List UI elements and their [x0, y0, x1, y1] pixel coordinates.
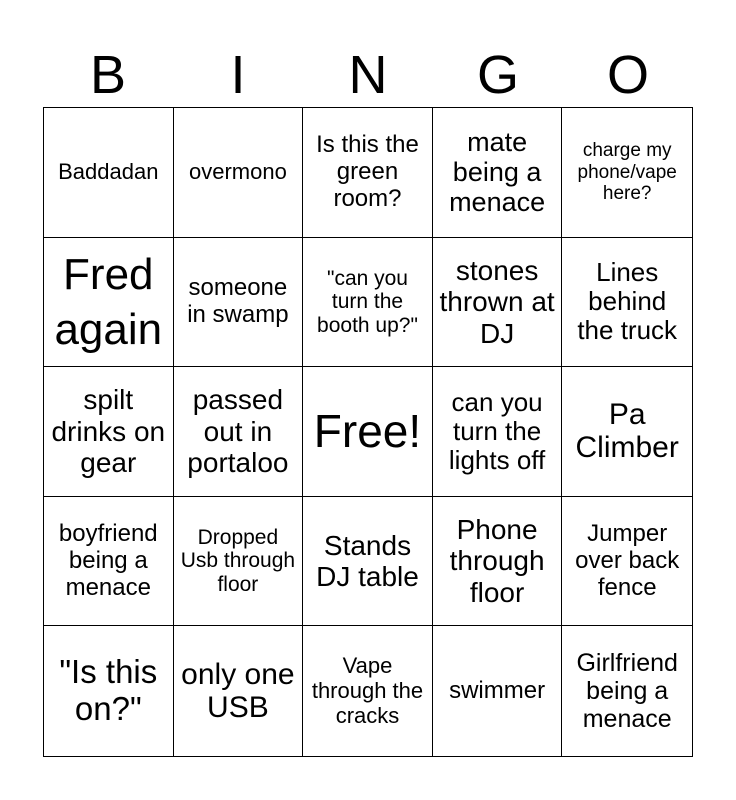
bingo-cell[interactable]: "Is this on?" — [44, 626, 174, 756]
bingo-cell[interactable]: swimmer — [433, 626, 563, 756]
bingo-cell[interactable]: someone in swamp — [174, 238, 304, 368]
header-letter-g: G — [476, 45, 519, 105]
header-letter-i: I — [230, 45, 246, 105]
bingo-cell[interactable]: Fred again — [44, 238, 174, 368]
bingo-cell[interactable]: boyfriend being a menace — [44, 497, 174, 627]
bingo-cell[interactable]: spilt drinks on gear — [44, 367, 174, 497]
header-letter-o: O — [606, 45, 649, 105]
bingo-header — [43, 42, 693, 108]
bingo-cell[interactable]: Baddadan — [44, 108, 174, 238]
bingo-free-cell[interactable]: Free! — [303, 367, 433, 497]
bingo-cell[interactable]: Vape through the cracks — [303, 626, 433, 756]
bingo-cell[interactable]: stones thrown at DJ — [433, 238, 563, 368]
bingo-cell[interactable]: Dropped Usb through floor — [174, 497, 304, 627]
bingo-cell[interactable]: Is this the green room? — [303, 108, 433, 238]
header-letter-b: B — [89, 45, 127, 105]
bingo-cell[interactable]: overmono — [174, 108, 304, 238]
bingo-cell[interactable]: Girlfriend being a menace — [576, 649, 678, 734]
bingo-cell[interactable]: Stands DJ table — [303, 497, 433, 627]
bingo-cell[interactable]: can you turn the lights off — [433, 367, 563, 497]
bingo-cell[interactable]: mate being a menace — [433, 108, 563, 238]
bingo-cell[interactable]: Pa Climber — [562, 367, 692, 497]
bingo-cell[interactable]: Phone through floor — [433, 497, 563, 627]
bingo-cell[interactable]: charge my phone/vape here? — [562, 108, 692, 238]
header-letter-n: N — [348, 45, 388, 105]
bingo-cell[interactable]: passed out in portaloo — [174, 367, 304, 497]
bingo-cell[interactable]: "can you turn the booth up?" — [303, 238, 433, 368]
bingo-cell[interactable]: only one USB — [174, 626, 304, 756]
bingo-cell[interactable]: Jumper over back fence — [562, 497, 692, 627]
bingo-board — [43, 107, 693, 757]
bingo-cell[interactable]: Lines behind the truck — [562, 238, 692, 368]
